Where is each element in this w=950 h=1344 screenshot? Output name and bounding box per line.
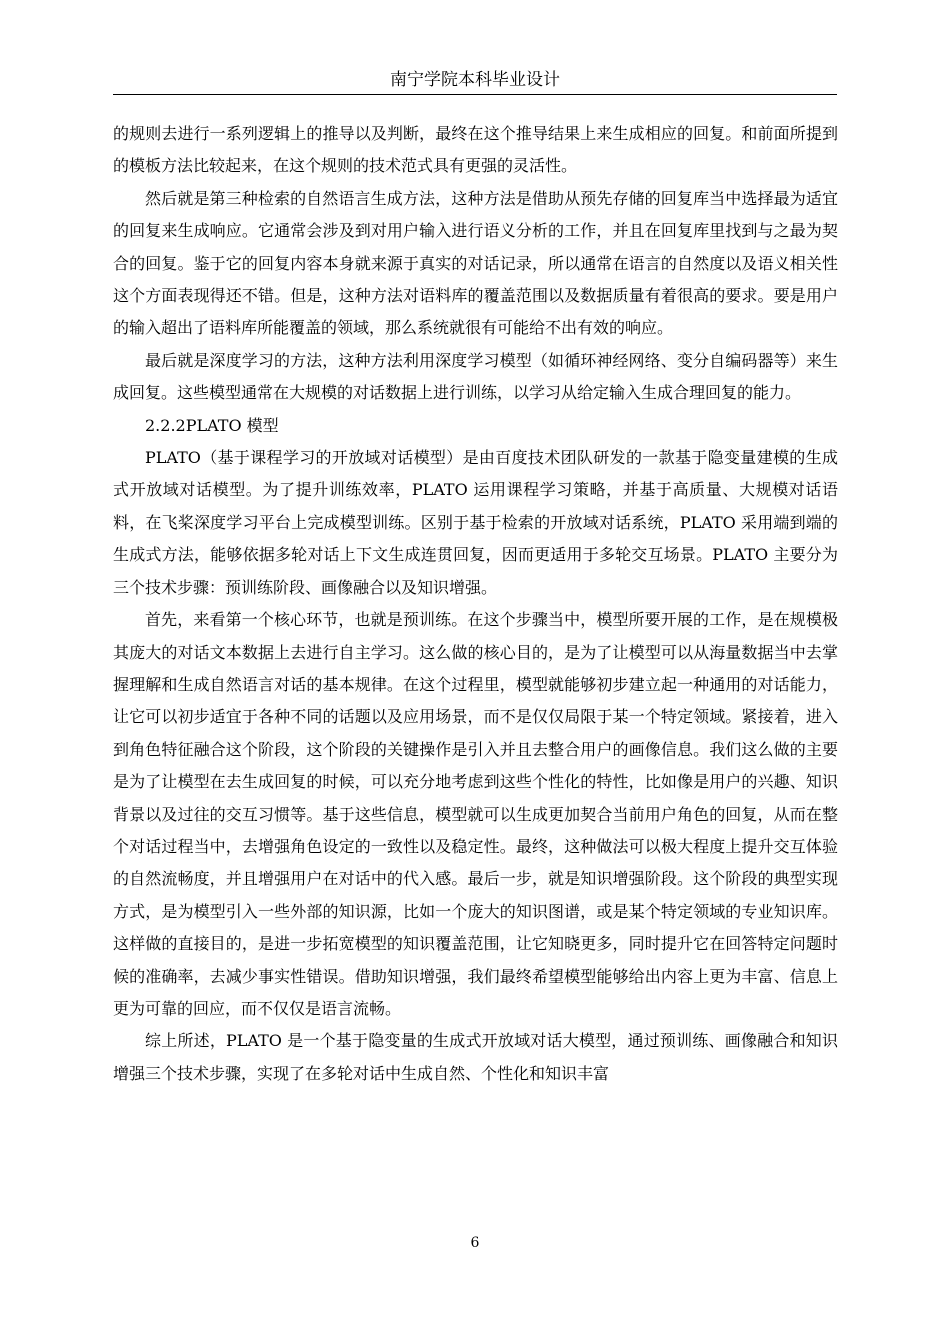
paragraph-plato-summary: 综上所述，PLATO 是一个基于隐变量的生成式开放域对话大模型，通过预训练、画像融合和知识增强三个技术步骤，实现了在多轮对话中生成自然、个性化和知识丰富	[113, 1031, 838, 1083]
header-title: 南宁学院本科毕业设计	[390, 70, 560, 90]
paragraph-retrieval-method: 然后就是第三种检索的自然语言生成方法，这种方法是借助从预先存储的回复库当中选择最为适宜的回复来生成响应。它通常会涉及到对用户输入进行语义分析的工作，并且在回复库里找到与之最为契合的回复。鉴于它的回复内容本身就来源于真实的对话记录，所以通常在语言的自然度以及语义相关性这个方面表现得还不错。但是，这种方法对语料库的覆盖范围以及数据质量有着很高的要求。要是用户的输入超出了语料库所能覆盖的领域，那么系统就很有可能给不出有效的响应。	[113, 188, 838, 338]
paragraph-plato-steps: 首先，来看第一个核心环节，也就是预训练。在这个步骤当中，模型所要开展的工作，是在规模极其庞大的对话文本数据上去进行自主学习。这么做的核心目的，是为了让模型可以从海量数据当中去掌握理解和生成自然语言对话的基本规律。在这个过程里，模型就能够初步建立起一种通用的对话能力，让它可以初步适宜于各种不同的话题以及应用场景，而不是仅仅局限于某一个特定领域。紧接着，进入到角色特征融合这个阶段，这个阶段的关键操作是引入并且去整合用户的画像信息。我们这么做的主要是为了让模型在去生成回复的时候，可以充分地考虑到这些个性化的特性，比如像是用户的兴趣、知识背景以及过往的交互习惯等。基于这些信息，模型就可以生成更加契合当前用户角色的回复，从而在整个对话过程当中，去增强角色设定的一致性以及稳定性。最终，这种做法可以极大程度上提升交互体验的自然流畅度，并且增强用户在对话中的代入感。最后一步，就是知识增强阶段。这个阶段的典型实现方式，是为模型引入一些外部的知识源，比如一个庞大的知识图谱，或是某个特定领域的专业知识库。这样做的直接目的，是进一步拓宽模型的知识覆盖范围，让它知晓更多，同时提升它在回答特定问题时候的准确率，去减少事实性错误。借助知识增强，我们最终希望模型能够给出内容上更为丰富、信息上更为可靠的回应，而不仅仅是语言流畅。	[113, 610, 838, 1018]
paragraph-rule-method-continued: 的规则去进行一系列逻辑上的推导以及判断，最终在这个推导结果上来生成相应的回复。和前面所提到的模板方法比较起来，在这个规则的技术范式具有更强的灵活性。	[113, 124, 838, 176]
paragraph-plato-intro: PLATO（基于课程学习的开放域对话模型）是由百度技术团队研发的一款基于隐变量建模的生成式开放域对话模型。为了提升训练效率，PLATO 运用课程学习策略，并基于高质量、大规模对话语料，在飞桨深度学习平台上完成模型训练。区别于基于检索的开放域对话系统，PLATO 采用端到端的生成式方法，能够依据多轮对话上下文生成连贯回复，因而更适用于多轮交互场景。PLATO 主要分为三个技术步骤：预训练阶段、画像融合以及知识增强。	[113, 448, 838, 597]
section-heading-plato: 2.2.2PLATO 模型	[145, 415, 279, 435]
paragraph-deep-learning-method: 最后就是深度学习的方法，这种方法利用深度学习模型（如循环神经网络、变分自编码器等）来生成回复。这些模型通常在大规模的对话数据上进行训练，以学习从给定输入生成合理回复的能力。	[113, 350, 838, 403]
document-body	[113, 118, 838, 1090]
page-header	[113, 66, 837, 95]
page-number: 6	[470, 1235, 480, 1251]
